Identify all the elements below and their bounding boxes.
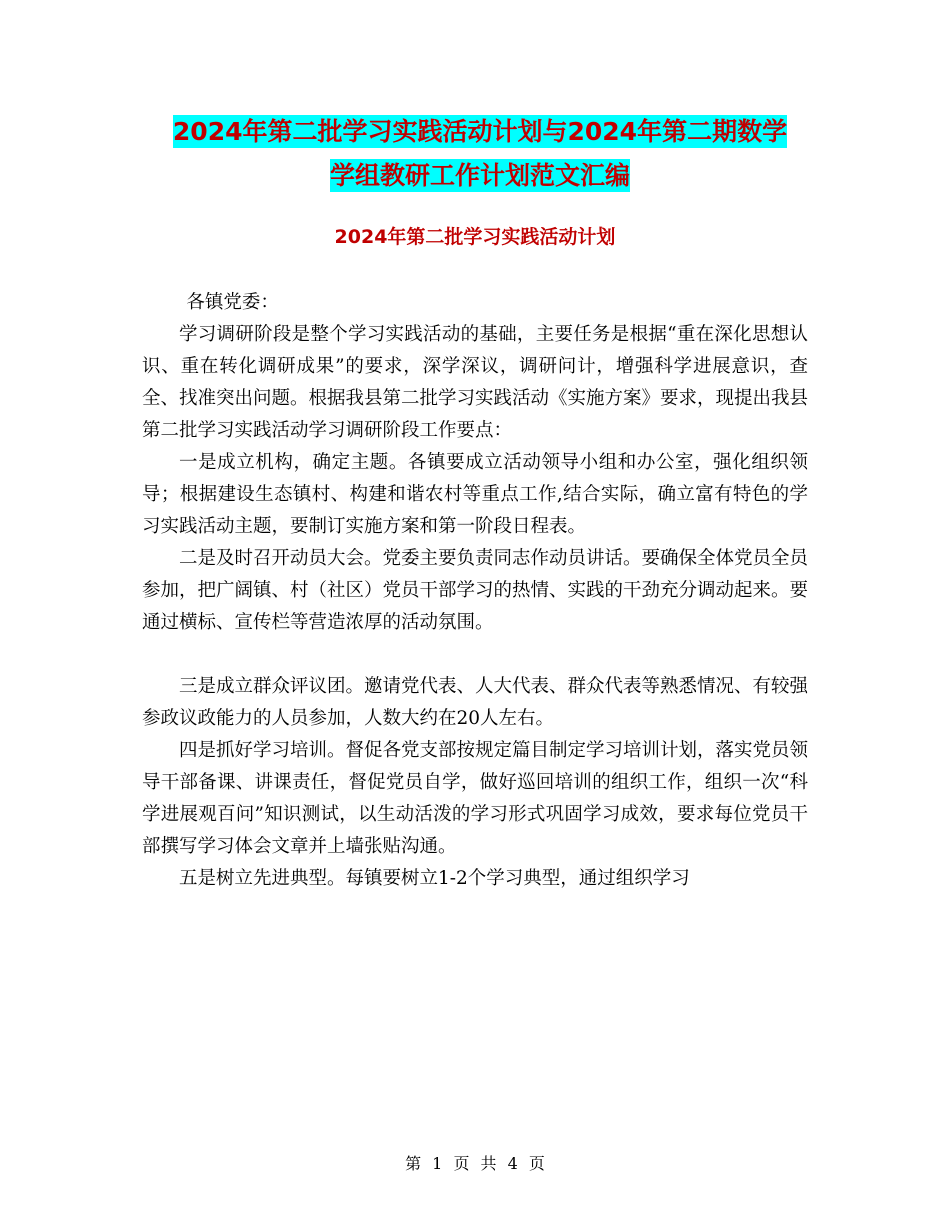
- paragraph-item-4: 四是抓好学习培训。督促各党支部按规定篇目制定学习培训计划，落实党员领导干部备课、讲课责任，督促党员自学，做好巡回培训的组织工作，组织一次“科学进展观百问”知识测试，以生动活泼的学习形式巩固学习成效，要求每位党员干部撰写学习体会文章并上墙张贴沟通。: [142, 740, 809, 857]
- paragraph-item-3: 三是成立群众评议团。邀请党代表、人大代表、群众代表等熟悉情况、有较强参政议政能力的人员参加，人数大约在20人左右。: [142, 676, 809, 729]
- salutation: 各镇党委：: [186, 292, 279, 313]
- document-body: [142, 287, 808, 895]
- paragraph-item-1: 一是成立机构，确定主题。各镇要成立活动领导小组和办公室，强化组织领导；根据建设生态镇村、构建和谐农村等重点工作,结合实际，确立富有特色的学习实践活动主题，要制订实施方案和第一阶段日程表。: [142, 452, 808, 537]
- document-title-line-2: 学组教研工作计划范文汇编: [329, 161, 630, 190]
- document-title: [140, 110, 820, 198]
- page-number-footer: 第 1 页 共 4 页: [405, 1154, 545, 1173]
- paragraph-item-2: 二是及时召开动员大会。党委主要负责同志作动员讲话。要确保全体党员全员参加，把广阔镇、村（社区）党员干部学习的热情、实践的干劲充分调动起来。要通过横标、宣传栏等营造浓厚的活动氛围。: [142, 548, 809, 633]
- section-title: 2024年第二批学习实践活动计划: [334, 226, 616, 248]
- document-title-line-1: 2024年第二批学习实践活动计划与2024年第二期数学: [172, 117, 788, 146]
- paragraph-item-5: 五是树立先进典型。每镇要树立1-2个学习典型，通过组织学习: [179, 868, 690, 889]
- paragraph-intro: 学习调研阶段是整个学习实践活动的基础，主要任务是根据“重在深化思想认识、重在转化调研成果”的要求，深学深议，调研问计，增强科学进展意识，查全、找准突出问题。根据我县第二批学习实践活动《实施方案》要求，现提出我县第二批学习实践活动学习调研阶段工作要点：: [142, 324, 809, 441]
